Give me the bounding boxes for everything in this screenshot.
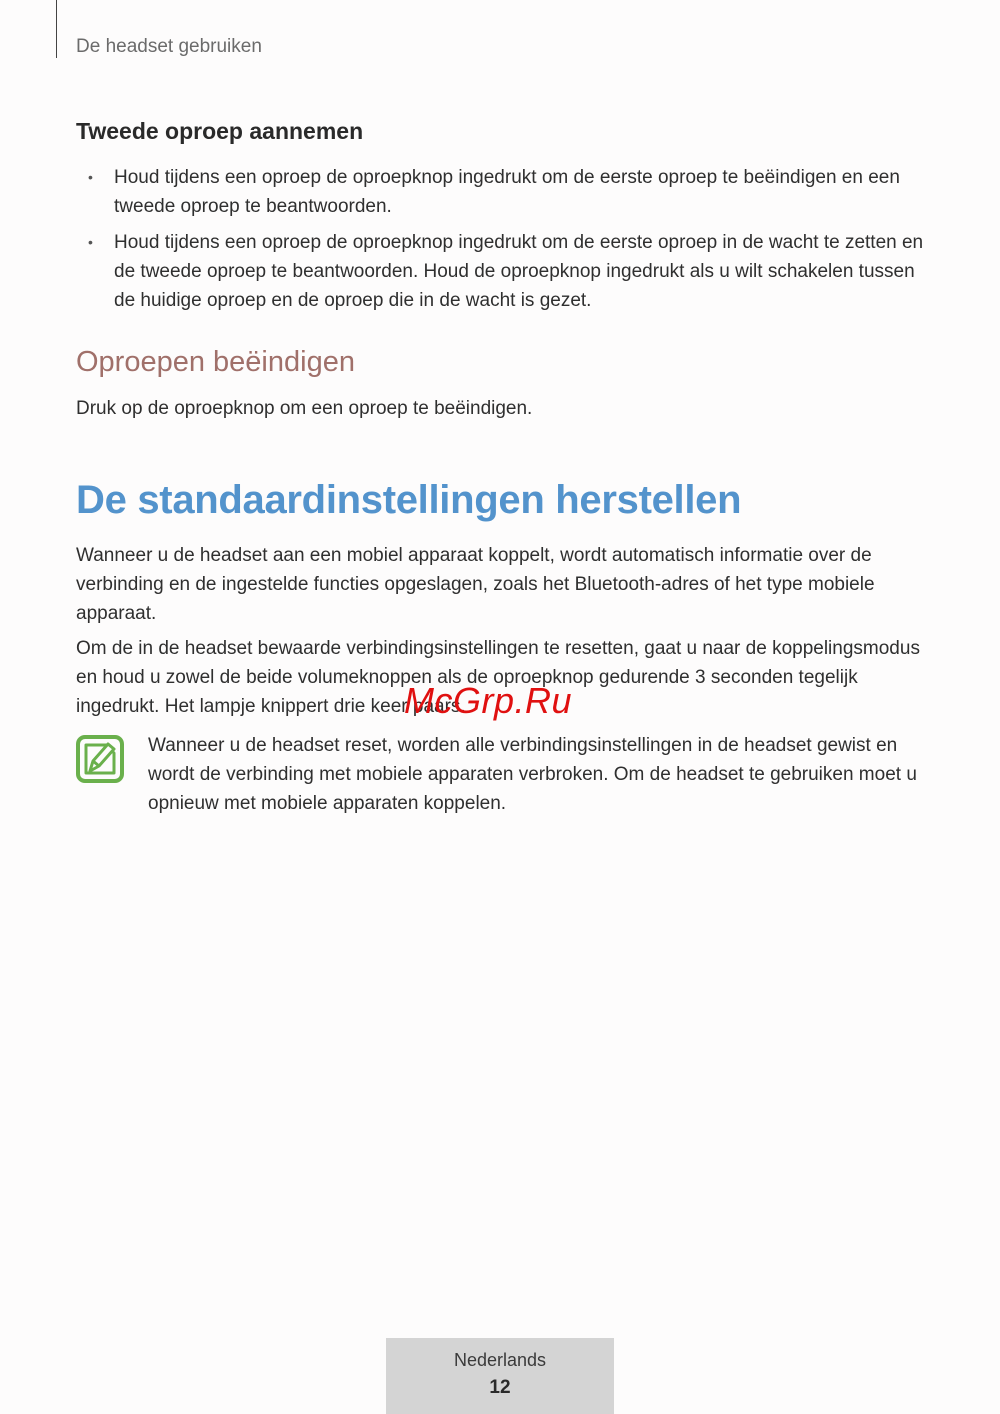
page-number: 12 [489, 1377, 511, 1398]
header-divider [56, 0, 57, 58]
footer-language: Nederlands [453, 1350, 547, 1370]
second-call-list [76, 163, 926, 322]
bullet-icon: • [88, 234, 93, 250]
bullet-icon: • [88, 169, 93, 185]
list-item-text: Houd tijdens een oproep de oproepknop ingedrukt om de eerste oproep in de wacht te zetten en de tweede oproep te beantwoorden. Houd de oproepknop ingedrukt als u wilt schakelen tussen de huidige oproep en de oproep die in de wacht is gezet. [114, 232, 924, 311]
list-item [76, 228, 926, 315]
watermark: McGrp.Ru [404, 680, 573, 721]
reset-heading: De standaardinstellingen herstellen [76, 478, 742, 522]
reset-paragraph-1: Wanneer u de headset aan een mobiel apparaat koppelt, wordt automatisch informatie over de verbinding en de ingestelde functies opgeslagen, zoals het Bluetooth-adres of het type mobiele apparaat. [76, 545, 875, 624]
second-call-heading: Tweede oproep aannemen [76, 118, 364, 144]
list-item-text: Houd tijdens een oproep de oproepknop ingedrukt om de eerste oproep te beëindigen en een tweede oproep te beantwoorden. [114, 167, 900, 217]
end-call-text: Druk op de oproepknop om een oproep te beëindigen. [76, 398, 533, 419]
section-title: De headset gebruiken [76, 36, 262, 57]
end-call-heading: Oproepen beëindigen [76, 346, 355, 378]
page-footer [386, 1338, 614, 1414]
reset-note-text: Wanneer u de headset reset, worden alle verbindingsinstellingen in de headset gewist en wordt de verbinding met mobiele apparaten verbroken. Om de headset te gebruiken moet u opnieuw met mobiele apparaten koppelen. [148, 735, 917, 814]
list-item [76, 163, 926, 221]
reset-paragraph-2: Om de in de headset bewaarde verbindingsinstellingen te resetten, gaat u naar de koppelingsmodus en houd u zowel de beide volumeknoppen als de oproepknop gedurende 3 seconden tegelijk ingedrukt. Het lampje knippert drie keer paars. [76, 638, 920, 717]
note-pencil-icon [76, 735, 124, 783]
